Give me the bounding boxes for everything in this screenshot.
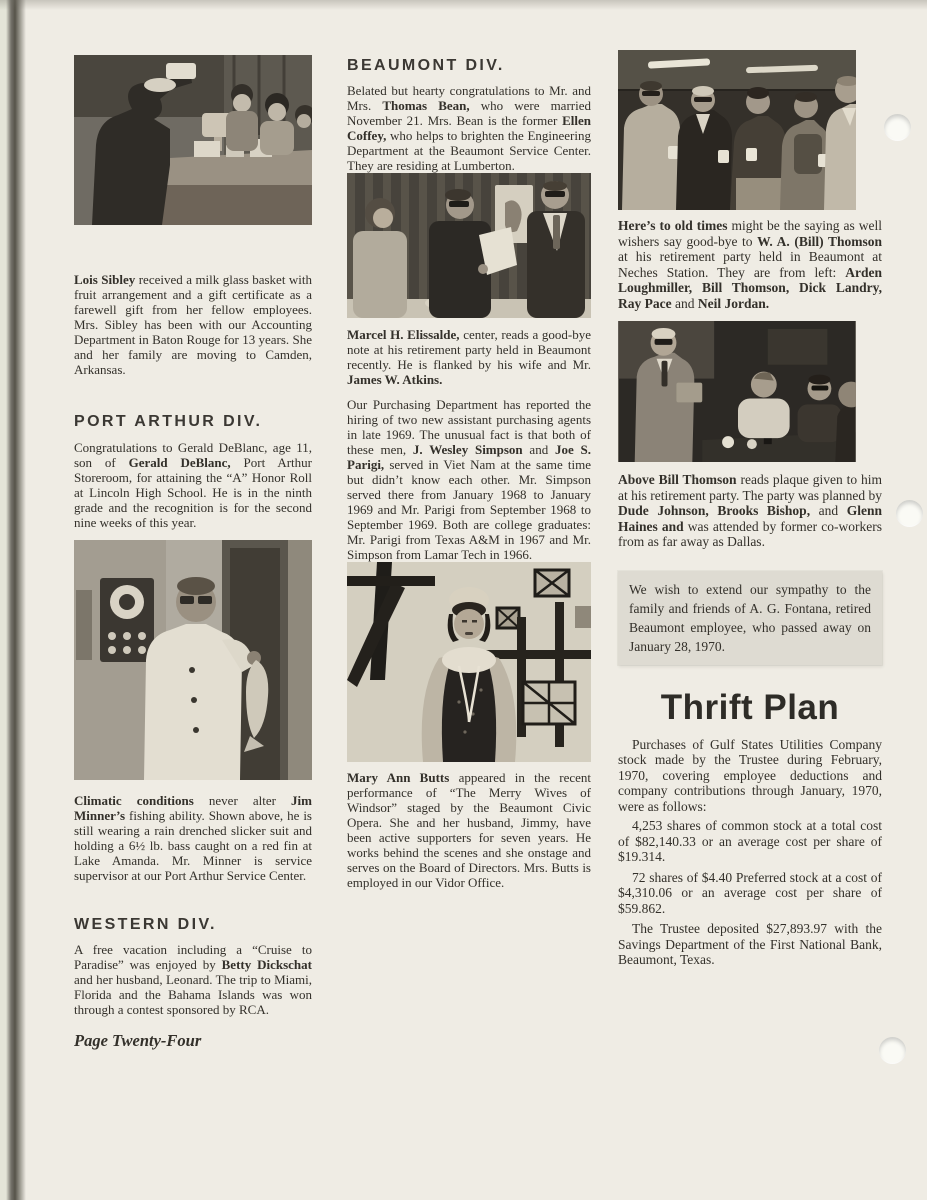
- mary-ann-butts-photo-illustration: [347, 562, 591, 762]
- marcel-elissalde-photo-illustration: [347, 173, 591, 318]
- photo-thomson-group: [618, 50, 856, 210]
- page-number: Page Twenty-Four: [74, 1031, 202, 1050]
- caption-mary-ann-butts: Mary Ann Butts appeared in the recent performance of “The Merry Wives of Windsor” staged by the Beaumont Civic Opera. She and her husband, Jimmy, have been active supporters for seven years. He works behind the scenes and she onstage and serves on the Board of Directors. Mrs. Butts is employed in our Vidor Office.: [347, 770, 591, 890]
- middle-column: [347, 0, 591, 890]
- paragraph-port-arthur: Congratulations to Gerald DeBlanc, age 11, son of Gerald DeBlanc, Port Arthur Storeroom, for attaining the “A” Honor Roll at Lincoln High School. He is in the ninth grade and the recognition is for the second nine weeks of this year.: [74, 440, 312, 530]
- photo-marcel-elissalde: [347, 173, 591, 318]
- thrift-paragraph-4: The Trustee deposited $27,893.97 with the Savings Department of the First National Bank, Beaumont, Texas.: [618, 921, 882, 967]
- caption-lois-sibley: Lois Sibley received a milk glass basket with fruit arrangement and a gift certificate as a farewell gift from her fellow employees. Mrs. Sibley has been with our Accounting Department in Baton Rouge for 13 years. She and her family are moving to Camden, Arkansas.: [74, 272, 313, 377]
- lois-sibley-photo-illustration: [74, 55, 312, 225]
- caption-marcel-elissalde: Marcel H. Elissalde, center, reads a good-bye note at his retirement party held in Beaumont recently. He is flanked by his wife and Mr. James W. Atkins.: [347, 327, 592, 387]
- photo-lois-sibley: [74, 55, 312, 225]
- thrift-paragraph-2: 4,253 shares of common stock at a total cost of $82,140.33 or an average cost per share of $19.314.: [618, 818, 882, 864]
- heading-beaumont-div: BEAUMONT DIV.: [347, 57, 505, 74]
- photo-jim-minner: [74, 540, 312, 780]
- thrift-plan-title: Thrift Plan: [660, 687, 840, 727]
- punch-hole-middle: [896, 500, 923, 527]
- punch-hole-top: [884, 114, 911, 141]
- heading-port-arthur-div: PORT ARTHUR DIV.: [74, 413, 263, 430]
- caption-thomson-group: Here’s to old times might be the saying as well wishers say good-bye to W. A. (Bill) Thomson at his retirement party held in Beaumont at Neches Station. They are from left: Arden Loughmiller, Bill Thomson, Dick Landry, Ray Pace and Neil Jordan.: [618, 218, 882, 311]
- thomson-group-photo-illustration: [618, 50, 856, 210]
- photo-mary-ann-butts: [347, 562, 591, 762]
- paragraph-purchasing-agents: Our Purchasing Department has reported the hiring of two new assistant purchasing agents in late 1969. The unusual fact is that both of these men, J. Wesley Simpson and Joe S. Parigi, served in Viet Nam at the same time but didn’t know each other. Mr. Simpson served there from January 1968 to January 1969 and Mr. Parigi from September 1968 to September 1969. Both are college graduates: Mr. Parigi from Texas A&M in 1967 and Mr. Simpson from Lamar Tech in 1966.: [347, 397, 592, 562]
- jim-minner-photo-illustration: [74, 540, 312, 780]
- caption-jim-minner: Climatic conditions never alter Jim Minner’s fishing ability. Shown above, he is still wearing a rain drenched slicker suit and holding a 6½ lb. bass caught on a red fin at Lake Amanda. Mr. Minner is service supervisor at our Port Arthur Service Center.: [74, 793, 312, 883]
- caption-thomson-plaque: Above Bill Thomson reads plaque given to him at his retirement party. The party was planned by Dude Johnson, Brooks Bishop, and Glenn Haines and was attended by former co-workers from as far away as Dallas.: [618, 472, 882, 549]
- thrift-paragraph-1: Purchases of Gulf States Utilities Company stock made by the Trustee during February, 1970, covering employee deductions and company contributions through January, 1970, were as follows:: [618, 736, 882, 814]
- photo-thomson-plaque: [618, 321, 856, 462]
- sympathy-note: We wish to extend our sympathy to the family and friends of A. G. Fontana, retired Beaumont employee, who passed away on January 28, 1970.: [618, 571, 882, 665]
- left-column: [74, 0, 312, 1051]
- paragraph-western-div: A free vacation including a “Cruise to Paradise” was enjoyed by Betty Dickschat and her husband, Leonard. The trip to Miami, Florida and the Bahama Islands was won through a contest sponsored by RCA.: [74, 942, 312, 1017]
- right-column: [618, 0, 882, 968]
- thomson-plaque-photo-illustration: [618, 321, 856, 462]
- paragraph-beaumont-wedding: Belated but hearty congratulations to Mr. and Mrs. Thomas Bean, who were married November 21. Mrs. Bean is the former Ellen Coffey, who helps to brighten the Engineering Department at the Beaumont Service Center. They are residing at Lumberton.: [347, 83, 591, 173]
- page-left-edge-shadow: [0, 0, 26, 1200]
- punch-hole-bottom: [879, 1037, 906, 1064]
- thrift-paragraph-3: 72 shares of $4.40 Preferred stock at a cost of $4,310.06 or an average cost per share of $59.862.: [618, 869, 882, 916]
- heading-western-div: WESTERN DIV.: [74, 916, 217, 933]
